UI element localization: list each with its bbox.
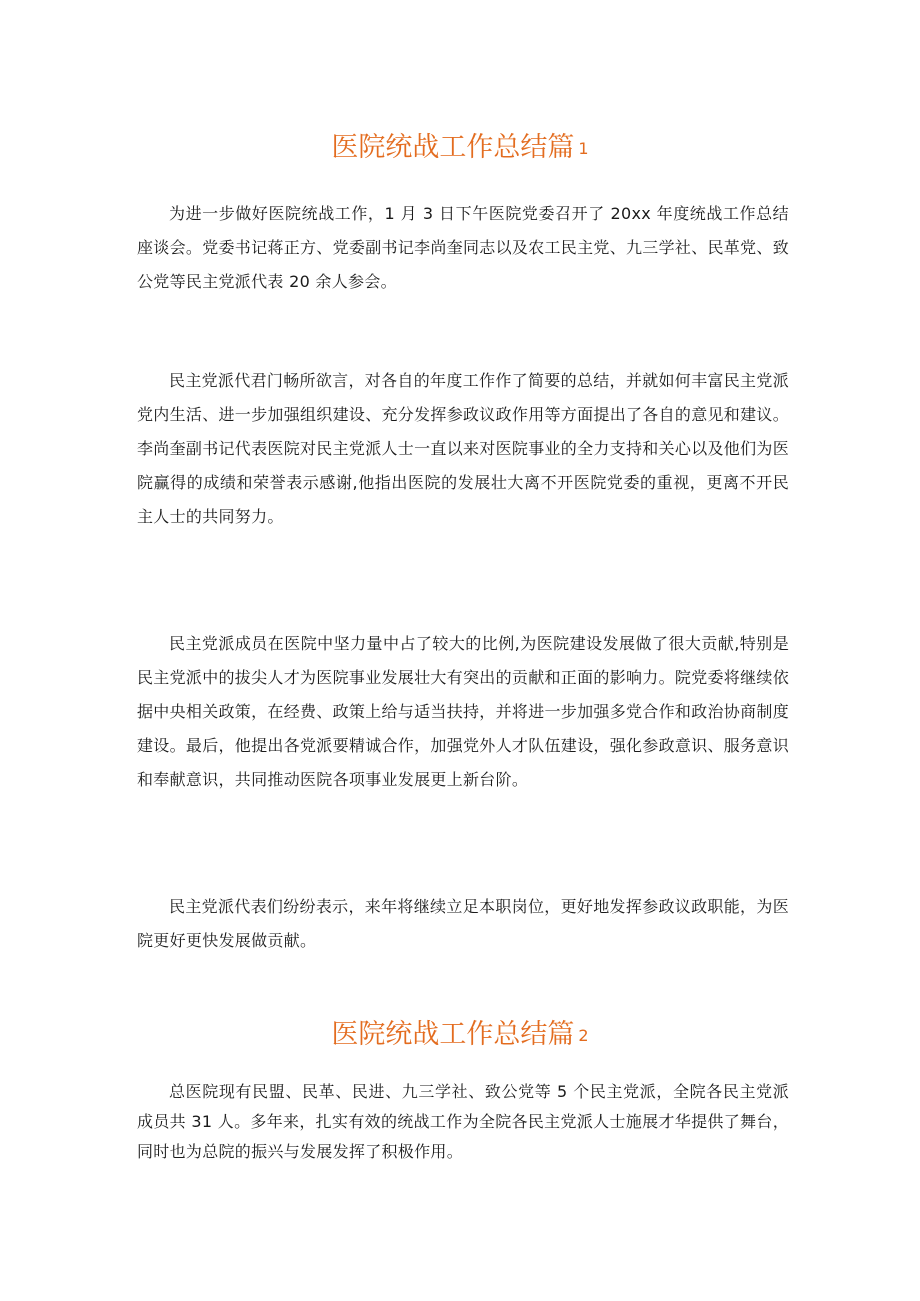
section-1-title-text: 医院统战工作总结篇 — [331, 132, 575, 163]
section-2-title-text: 医院统战工作总结篇 — [331, 1019, 575, 1050]
section-1-title — [0, 131, 920, 166]
section-2-title — [0, 1018, 920, 1053]
section-1-number: 1 — [578, 139, 589, 158]
section-1-paragraph-2: 民主党派代君门畅所欲言，对各自的年度工作作了简要的总结，并就如何丰富民主党派党内生活、进一步加强组织建设、充分发挥参政议政作用等方面提出了各自的意见和建议。李尚奎副书记代表医院对民主党派人士一直以来对医院事业的全力支持和关心以及他们为医院赢得的成绩和荣誉表示感谢,他指出医院的发展壮大离不开医院党委的重视，更离不开民主人士的共同努力。 — [137, 371, 790, 526]
section-1-paragraph-1: 为进一步做好医院统战工作，1 月 3 日下午医院党委召开了 20xx 年度统战工作总结座谈会。党委书记蒋正方、党委副书记李尚奎同志以及农工民主党、九三学社、民革党、致公党等民主党派代表 20 余人参会。 — [137, 204, 790, 291]
section-2-paragraph-1: 总医院现有民盟、民革、民进、九三学社、致公党等 5 个民主党派，全院各民主党派成员共 31 人。多年来，扎实有效的统战工作为全院各民主党派人士施展才华提供了舞台，同时也为总院的振兴与发展发挥了积极作用。 — [137, 1082, 789, 1161]
section-1-paragraph-4: 民主党派代表们纷纷表示，来年将继续立足本职岗位，更好地发挥参政议政职能，为医院更好更快发展做贡献。 — [137, 897, 789, 950]
section-2-number: 2 — [578, 1026, 589, 1045]
section-1-paragraph-3: 民主党派成员在医院中坚力量中占了较大的比例,为医院建设发展做了很大贡献,特别是民主党派中的拔尖人才为医院事业发展壮大有突出的贡献和正面的影响力。院党委将继续依据中央相关政策，在经费、政策上给与适当扶持，并将进一步加强多党合作和政治协商制度建设。最后，他提出各党派要精诚合作，加强党外人才队伍建设，强化参政意识、服务意识和奉献意识，共同推动医院各项事业发展更上新台阶。 — [137, 634, 790, 789]
